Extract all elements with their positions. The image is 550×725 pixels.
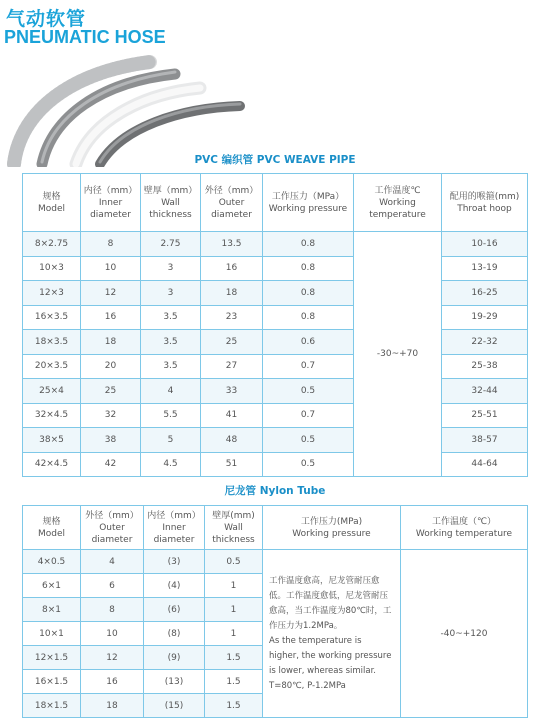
- nylon-cell-wall-thickness: 1: [205, 574, 263, 598]
- nylon-cell-wall-thickness: 1.5: [205, 694, 263, 718]
- pvc-weave-pipe-table: [22, 173, 528, 477]
- pvc-cell-throat-hoop: 10-16: [442, 232, 528, 257]
- nylon-cell-inner-diameter: (9): [144, 646, 205, 670]
- nylon-cell-model: 18×1.5: [23, 694, 81, 718]
- pvc-col-throat-hoop: 配用的喉箍(mm) Throat hoop: [442, 174, 528, 232]
- nylon-cell-inner-diameter: (13): [144, 670, 205, 694]
- table-row: [23, 403, 528, 428]
- pvc-cell-model: 42×4.5: [23, 452, 81, 477]
- table-row: [23, 232, 528, 257]
- pvc-cell-working-pressure: 0.8: [263, 305, 354, 330]
- nylon-cell-model: 12×1.5: [23, 646, 81, 670]
- pvc-cell-throat-hoop: 13-19: [442, 256, 528, 281]
- pvc-cell-outer-diameter: 25: [201, 330, 263, 355]
- pvc-cell-wall-thickness: 3: [141, 281, 201, 306]
- pvc-cell-inner-diameter: 38: [81, 428, 141, 453]
- pvc-col-working-pressure: 工作压力（MPa） Working pressure: [263, 174, 354, 232]
- pvc-cell-outer-diameter: 33: [201, 379, 263, 404]
- pvc-cell-model: 32×4.5: [23, 403, 81, 428]
- page-title-cn: 气动软管: [6, 8, 87, 30]
- pvc-cell-model: 20×3.5: [23, 354, 81, 379]
- pvc-cell-working-pressure: 0.5: [263, 452, 354, 477]
- nylon-col-inner-diameter: 内径（mm） Inner diameter: [144, 506, 205, 550]
- nylon-cell-model: 16×1.5: [23, 670, 81, 694]
- pvc-cell-throat-hoop: 25-51: [442, 403, 528, 428]
- pvc-cell-inner-diameter: 12: [81, 281, 141, 306]
- pvc-cell-outer-diameter: 41: [201, 403, 263, 428]
- table-row: [23, 354, 528, 379]
- nylon-tube-table: [22, 505, 528, 718]
- nylon-table-title: 尼龙管 Nylon Tube: [224, 485, 326, 497]
- nylon-cell-outer-diameter: 4: [81, 550, 144, 574]
- pvc-cell-working-pressure: 0.7: [263, 403, 354, 428]
- table-row: [23, 452, 528, 477]
- nylon-cell-wall-thickness: 0.5: [205, 550, 263, 574]
- nylon-cell-wall-thickness: 1: [205, 598, 263, 622]
- pvc-cell-throat-hoop: 44-64: [442, 452, 528, 477]
- nylon-col-working-temperature: 工作温度（℃） Working temperature: [401, 506, 528, 550]
- table-row: [23, 428, 528, 453]
- pvc-cell-inner-diameter: 16: [81, 305, 141, 330]
- pvc-cell-wall-thickness: 3.5: [141, 305, 201, 330]
- nylon-pressure-note-cn: 工作温度愈高，尼龙管耐压愈低。工作温度愈低，尼龙管耐压愈高，当工作温度为80℃时，工作压力为1.2MPa。: [269, 575, 392, 631]
- nylon-cell-model: 8×1: [23, 598, 81, 622]
- pvc-working-temperature-value: -30~+70: [354, 232, 442, 477]
- nylon-col-model: 规格 Model: [23, 506, 81, 550]
- pvc-cell-throat-hoop: 38-57: [442, 428, 528, 453]
- table-row: [23, 281, 528, 306]
- pvc-cell-throat-hoop: 32-44: [442, 379, 528, 404]
- nylon-cell-outer-diameter: 10: [81, 622, 144, 646]
- nylon-col-outer-diameter: 外径（mm） Outer diameter: [81, 506, 144, 550]
- pvc-cell-outer-diameter: 16: [201, 256, 263, 281]
- pvc-cell-model: 12×3: [23, 281, 81, 306]
- pvc-cell-outer-diameter: 48: [201, 428, 263, 453]
- pvc-cell-inner-diameter: 25: [81, 379, 141, 404]
- nylon-cell-wall-thickness: 1: [205, 622, 263, 646]
- page-title-en: PNEUMATIC HOSE: [4, 27, 166, 47]
- pvc-cell-wall-thickness: 3.5: [141, 354, 201, 379]
- nylon-cell-wall-thickness: 1.5: [205, 646, 263, 670]
- pvc-table-title: PVC 编织管 PVC WEAVE PIPE: [194, 154, 356, 166]
- pvc-header-row: [23, 174, 528, 232]
- pvc-cell-model: 38×5: [23, 428, 81, 453]
- nylon-cell-model: 6×1: [23, 574, 81, 598]
- pvc-col-inner-diameter: 内径（mm） Inner diameter: [81, 174, 141, 232]
- pvc-cell-working-pressure: 0.8: [263, 256, 354, 281]
- nylon-cell-inner-diameter: (4): [144, 574, 205, 598]
- pvc-cell-wall-thickness: 5.5: [141, 403, 201, 428]
- nylon-working-temperature-value: -40~+120: [401, 550, 528, 718]
- pvc-cell-wall-thickness: 2.75: [141, 232, 201, 257]
- pvc-cell-outer-diameter: 27: [201, 354, 263, 379]
- nylon-cell-model: 4×0.5: [23, 550, 81, 574]
- pvc-cell-inner-diameter: 32: [81, 403, 141, 428]
- nylon-cell-outer-diameter: 12: [81, 646, 144, 670]
- table-row: [23, 330, 528, 355]
- nylon-cell-model: 10×1: [23, 622, 81, 646]
- nylon-header-row: [23, 506, 528, 550]
- nylon-cell-inner-diameter: (8): [144, 622, 205, 646]
- pvc-cell-inner-diameter: 18: [81, 330, 141, 355]
- pvc-cell-model: 10×3: [23, 256, 81, 281]
- pvc-cell-working-pressure: 0.8: [263, 281, 354, 306]
- pvc-cell-throat-hoop: 22-32: [442, 330, 528, 355]
- pvc-cell-wall-thickness: 4: [141, 379, 201, 404]
- nylon-cell-outer-diameter: 18: [81, 694, 144, 718]
- pvc-cell-wall-thickness: 3.5: [141, 330, 201, 355]
- pvc-cell-working-pressure: 0.8: [263, 232, 354, 257]
- nylon-col-wall-thickness: 壁厚(mm) Wall thickness: [205, 506, 263, 550]
- pvc-cell-wall-thickness: 3: [141, 256, 201, 281]
- pvc-cell-working-pressure: 0.5: [263, 428, 354, 453]
- nylon-cell-inner-diameter: (15): [144, 694, 205, 718]
- pvc-cell-model: 25×4: [23, 379, 81, 404]
- table-row: [23, 379, 528, 404]
- pvc-cell-working-pressure: 0.7: [263, 354, 354, 379]
- table-row: [23, 550, 528, 574]
- nylon-cell-inner-diameter: (6): [144, 598, 205, 622]
- pvc-cell-throat-hoop: 25-38: [442, 354, 528, 379]
- pvc-col-model: 规格 Model: [23, 174, 81, 232]
- pvc-cell-throat-hoop: 16-25: [442, 281, 528, 306]
- pvc-col-working-temperature: 工作温度℃ Working temperature: [354, 174, 442, 232]
- pvc-cell-model: 16×3.5: [23, 305, 81, 330]
- nylon-cell-outer-diameter: 16: [81, 670, 144, 694]
- pvc-cell-outer-diameter: 13.5: [201, 232, 263, 257]
- pvc-cell-working-pressure: 0.6: [263, 330, 354, 355]
- nylon-pressure-note-en: As the temperature is higher, the working pressure is lower, whereas similar. T=80℃, P-1.2MPa: [269, 635, 392, 691]
- nylon-col-working-pressure: 工作压力(MPa) Working pressure: [263, 506, 401, 550]
- nylon-cell-wall-thickness: 1.5: [205, 670, 263, 694]
- pvc-col-wall-thickness: 壁厚（mm） Wall thickness: [141, 174, 201, 232]
- pvc-cell-inner-diameter: 42: [81, 452, 141, 477]
- nylon-cell-outer-diameter: 8: [81, 598, 144, 622]
- pvc-col-outer-diameter: 外径（mm） Outer diameter: [201, 174, 263, 232]
- nylon-cell-inner-diameter: (3): [144, 550, 205, 574]
- pvc-cell-model: 8×2.75: [23, 232, 81, 257]
- pvc-cell-inner-diameter: 20: [81, 354, 141, 379]
- pvc-cell-inner-diameter: 8: [81, 232, 141, 257]
- pvc-cell-model: 18×3.5: [23, 330, 81, 355]
- pvc-cell-working-pressure: 0.5: [263, 379, 354, 404]
- pvc-cell-outer-diameter: 51: [201, 452, 263, 477]
- nylon-cell-outer-diameter: 6: [81, 574, 144, 598]
- pvc-cell-outer-diameter: 18: [201, 281, 263, 306]
- pvc-cell-outer-diameter: 23: [201, 305, 263, 330]
- pvc-cell-throat-hoop: 19-29: [442, 305, 528, 330]
- hose-product-image: [0, 52, 290, 167]
- table-row: [23, 256, 528, 281]
- pvc-cell-wall-thickness: 4.5: [141, 452, 201, 477]
- pvc-cell-wall-thickness: 5: [141, 428, 201, 453]
- table-row: [23, 305, 528, 330]
- pvc-cell-inner-diameter: 10: [81, 256, 141, 281]
- nylon-pressure-note: [263, 550, 401, 718]
